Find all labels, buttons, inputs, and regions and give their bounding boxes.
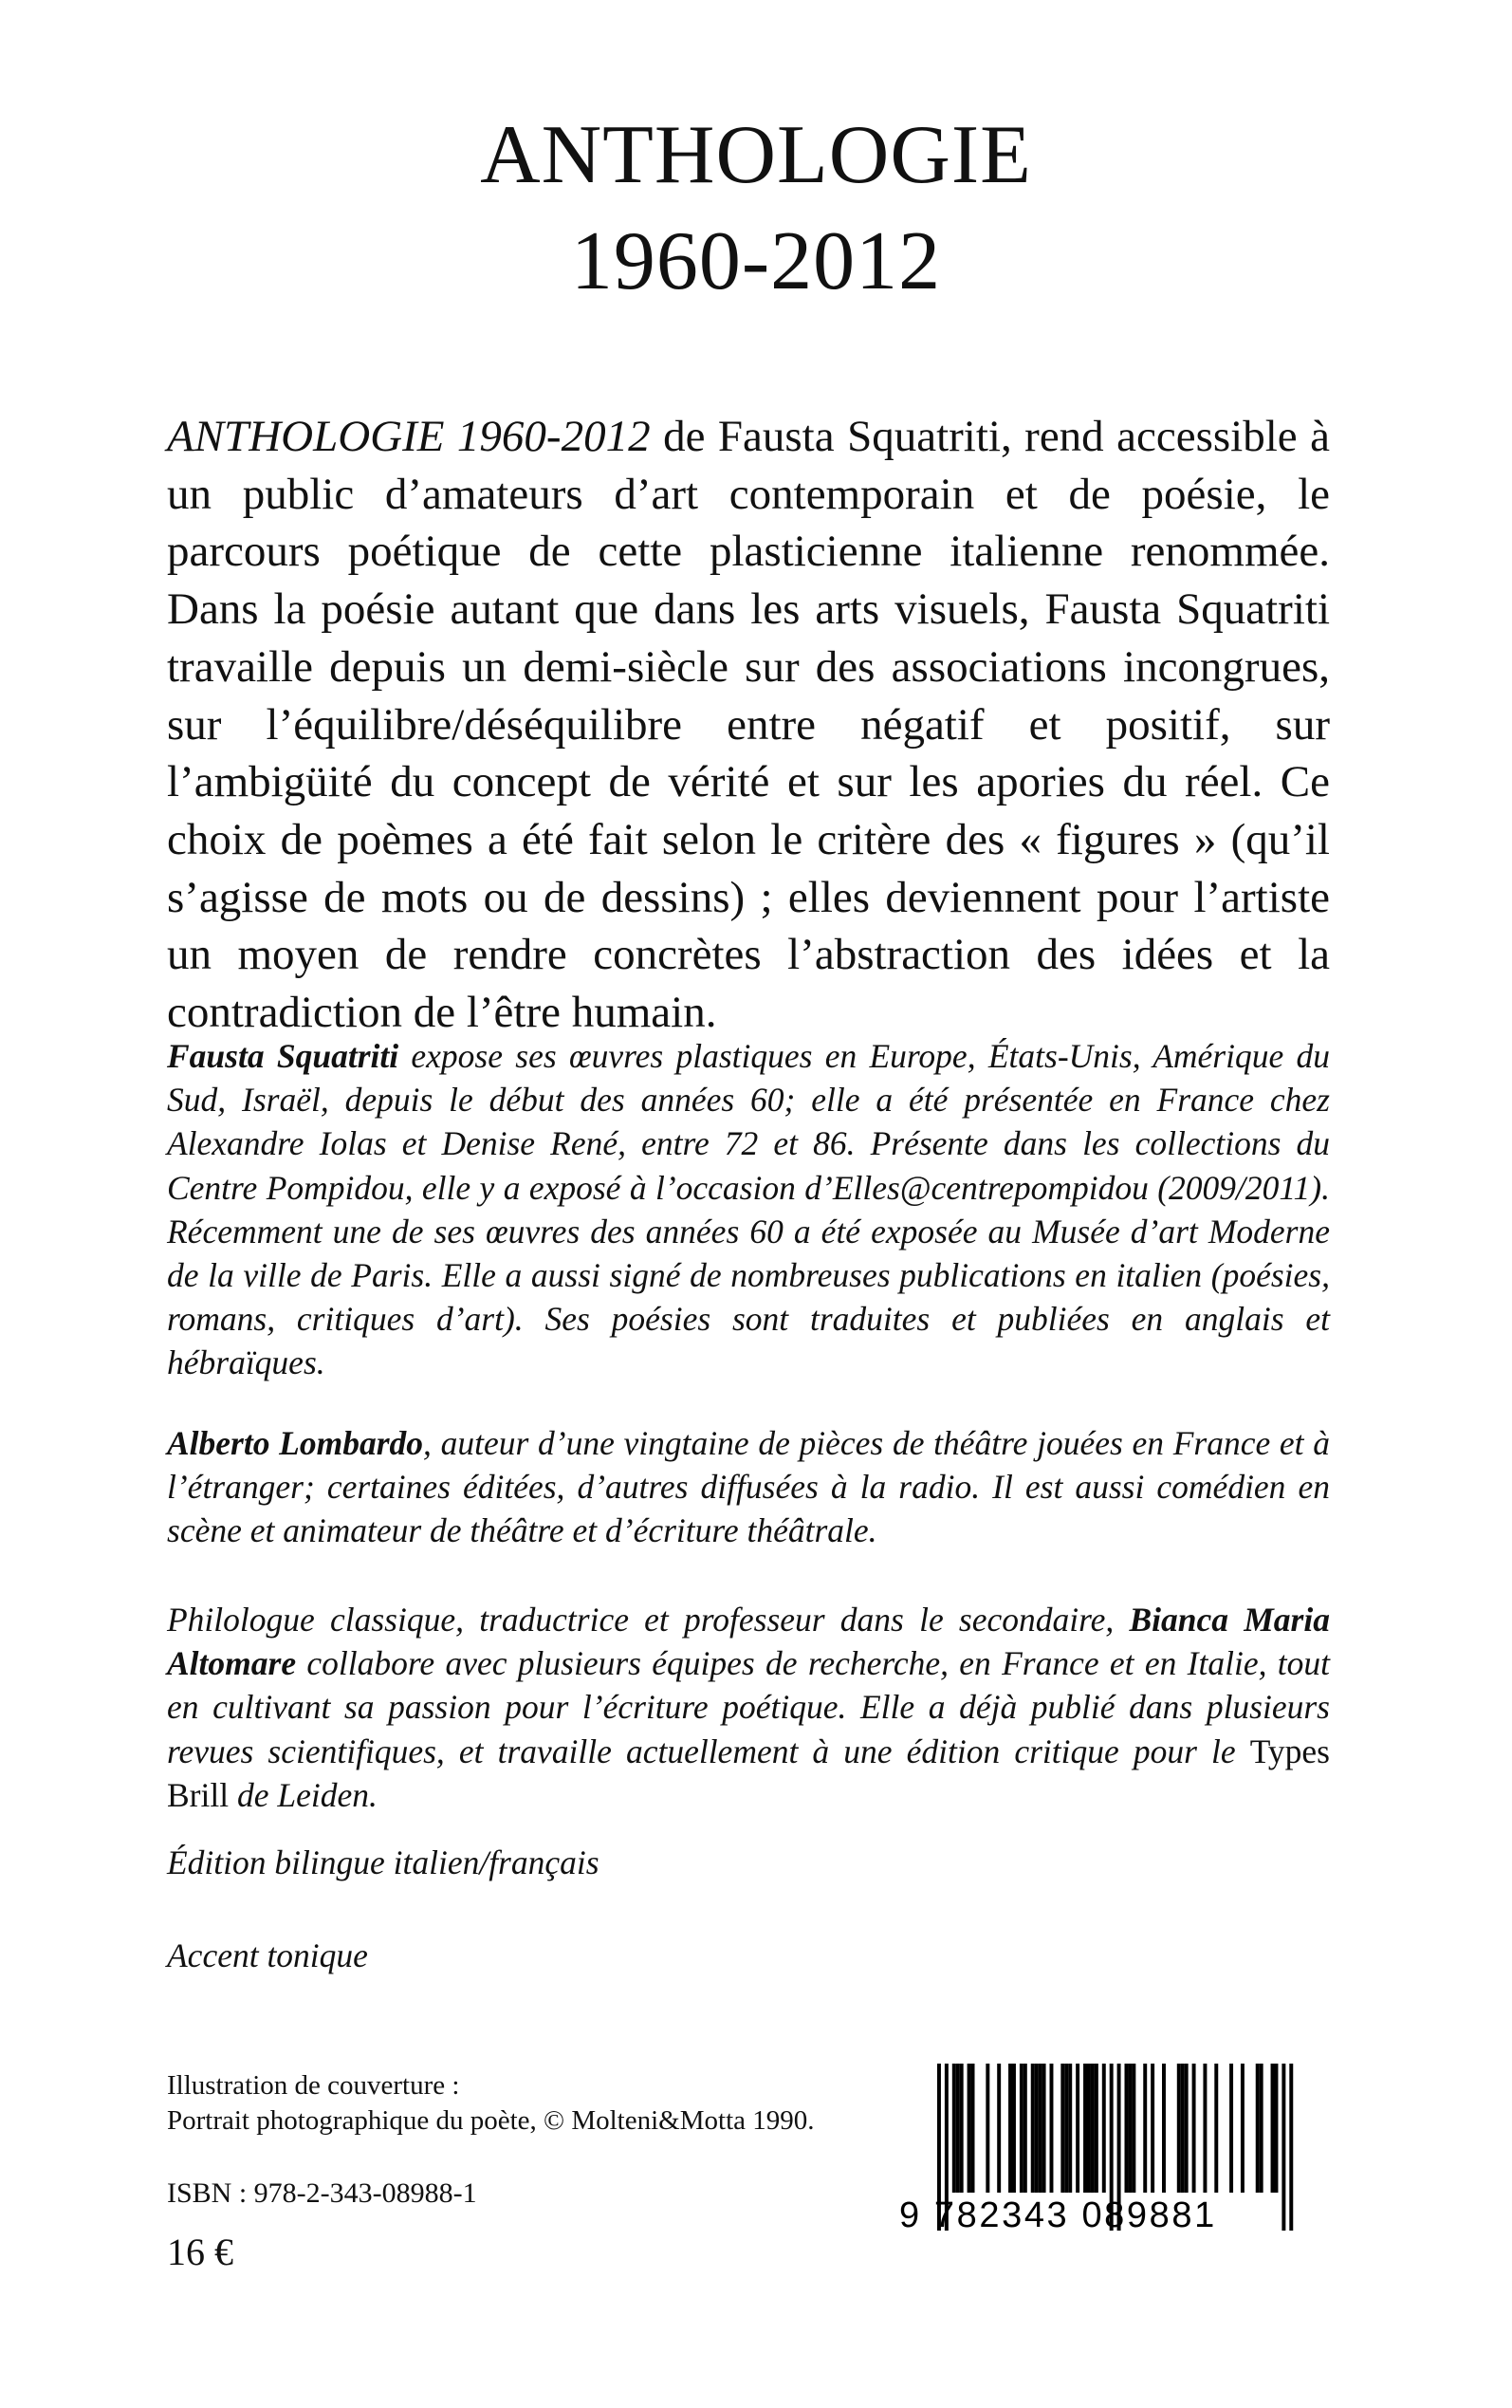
barcode-bar: [1203, 2064, 1207, 2193]
cover-credit-label: Illustration de couverture :: [167, 2070, 460, 2101]
bio-altomare: [167, 1598, 1330, 1817]
barcode-bar: [1241, 2064, 1245, 2193]
book-title: [0, 102, 1512, 315]
barcode-bar: [952, 2064, 956, 2193]
barcode-bar: [1020, 2064, 1023, 2193]
bio-lombardo: [167, 1421, 1330, 1553]
barcode-bar: [1039, 2064, 1042, 2193]
cover-credit-text: Portrait photographique du poète, © Molteni&Motta 1990.: [167, 2105, 815, 2136]
barcode-bar: [1064, 2064, 1068, 2193]
barcode-bar: [1050, 2064, 1054, 2193]
barcode-bar: [1023, 2064, 1027, 2193]
barcode-bar: [1083, 2064, 1087, 2193]
barcode-bar: [1031, 2064, 1035, 2193]
barcode-bar: [1162, 2064, 1166, 2193]
barcode-bar: [1091, 2064, 1095, 2193]
barcode-bar: [1177, 2064, 1181, 2193]
collection-name: Accent tonique: [167, 1936, 368, 1974]
barcode-bar: [1132, 2064, 1135, 2193]
bio-altomare-text: collabore avec plusieurs équipes de recherche, en France et en Italie, tout en cultivant sa passion pour l’écriture poétique. Elle a déjà publié dans plusieurs revues scientifiques, et travaille actuellement à une édition critique pour le: [167, 1644, 1330, 1770]
barcode-bar: [1289, 2064, 1293, 2231]
book-title-line1: ANTHOLOGIE: [480, 109, 1032, 201]
barcode-bar: [1185, 2064, 1189, 2193]
summary-paragraph: [167, 408, 1330, 1042]
barcode-bar: [1102, 2064, 1106, 2193]
barcode-bar: [1035, 2064, 1039, 2193]
barcode-bar: [1087, 2064, 1091, 2193]
barcode-bar: [1076, 2064, 1079, 2193]
summary-book-title: ANTHOLOGIE 1960-2012: [167, 412, 651, 461]
bio-lombardo-text: , auteur d’une vingtaine de pièces de théâtre jouées en France et à l’étranger; certaines éditées, d’autres diffusées à la radio. Il est aussi comédien en scène et animateur de théâtre et d’écriture théâtrale.: [167, 1424, 1330, 1550]
bio-lombardo-name: Alberto Lombardo: [167, 1424, 424, 1462]
bio-altomare-end: de Leiden.: [229, 1775, 378, 1814]
book-title-line2: 1960-2012: [570, 215, 942, 307]
barcode-digits: 9 782343 089881: [899, 2195, 1217, 2235]
barcode-bar: [986, 2064, 989, 2193]
barcode-bar: [997, 2064, 1001, 2193]
barcode-bar: [1128, 2064, 1132, 2193]
barcode-bar: [1260, 2064, 1263, 2193]
bio-altomare-name: Bianca Maria Altomare: [167, 1601, 1330, 1683]
price: 16 €: [167, 2231, 233, 2273]
isbn: ISBN : 978-2-343-08988-1: [167, 2177, 477, 2209]
barcode-bar: [968, 2064, 971, 2193]
edition-note: Édition bilingue italien/français: [167, 1843, 599, 1881]
barcode-bar: [1060, 2064, 1064, 2193]
barcode-bar: [1275, 2064, 1279, 2193]
barcode-bar: [1042, 2064, 1046, 2193]
barcode-bar: [1192, 2064, 1196, 2193]
barcode-bar: [1271, 2064, 1275, 2193]
barcode-bar: [956, 2064, 960, 2193]
barcode-bar: [1125, 2064, 1129, 2193]
barcode-bar: [1012, 2064, 1016, 2193]
barcode-bar: [1151, 2064, 1154, 2193]
bio-squatriti-name: Fausta Squatriti: [167, 1037, 399, 1075]
barcode-bar: [1229, 2064, 1233, 2193]
bio-squatriti-text: expose ses œuvres plastiques en Europe, États-Unis, Amérique du Sud, Israël, depuis le début des années 60; elle a été présentée en France chez Alexandre Iolas et Denise René, entre 72 et 86. Présente dans les collections du Centre Pompidou, elle y a exposé à l’occasion d’Elles@centrepompidou (2009/2011). Récemment une de ses œuvres des années 60 a été exposée au Musée d’art Moderne de la ville de Paris. Elle a aussi signé de nombreuses publications en italien (poésies, romans, critiques d’art). Ses poésies sont traduites et publiées en anglais et hébraïques.: [167, 1037, 1330, 1382]
barcode-bar: [960, 2064, 964, 2193]
barcode-bar: [1143, 2064, 1147, 2193]
barcode-bar: [1008, 2064, 1012, 2193]
summary-text: de Fausta Squatriti, rend accessible à un public d’amateurs d’art contemporain et de poésie, le parcours poétique de cette plasticienne italienne renommée. Dans la poésie autant que dans les arts visuels, Fausta Squatriti travaille depuis un demi-siècle sur des associations incongrues, sur l’équilibre/déséquilibre entre négatif et positif, sur l’ambigüité du concept de vérité et sur les apories du réel. Ce choix de poèmes a été fait selon le critère des « figures » (qu’il s’agisse de mots ou de dessins) ; elles deviennent pour l’artiste un moyen de rendre concrètes l’abstraction des idées et la contradiction de l’être humain.: [167, 412, 1330, 1038]
barcode-bar: [1256, 2064, 1260, 2193]
bio-squatriti: [167, 1034, 1330, 1385]
bio-altomare-publisher: Types Brill: [167, 1732, 1330, 1814]
barcode-bar: [1095, 2064, 1098, 2193]
barcode-bar: [971, 2064, 975, 2193]
cover-credit: [167, 2068, 815, 2139]
barcode-bar: [1282, 2064, 1285, 2231]
barcode-bar: [1181, 2064, 1185, 2193]
barcode-bar: [1214, 2064, 1218, 2193]
barcode-bar: [1068, 2064, 1072, 2193]
bio-altomare-intro: Philologue classique, traductrice et professeur dans le secondaire,: [167, 1601, 1130, 1639]
